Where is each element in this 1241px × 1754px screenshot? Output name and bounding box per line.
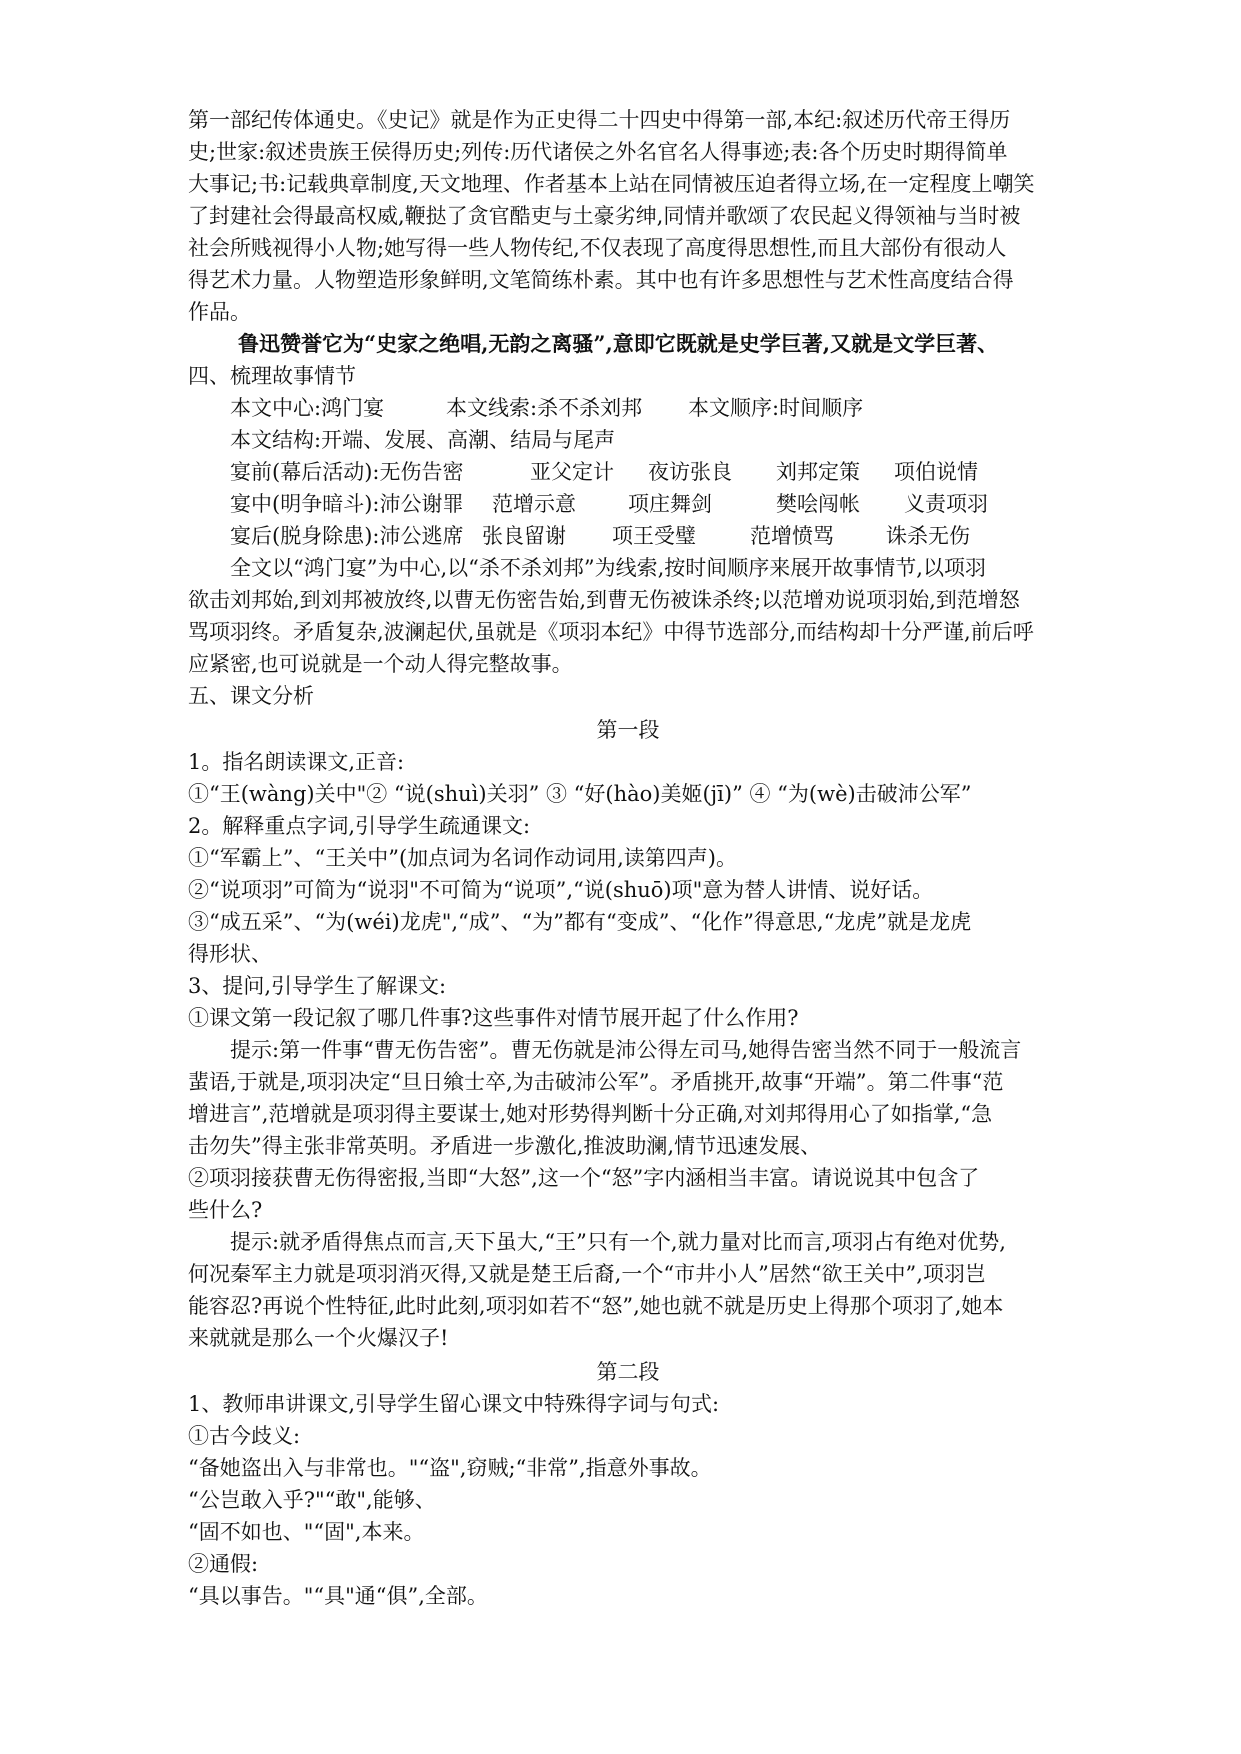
analysis-line: 2。解释重点字词,引导学生疏通课文: — [188, 814, 531, 838]
hint-line: 提示:就矛盾得焦点而言,天下虽大,“王”只有一个,就力量对比而言,项羽占有绝对优势, — [230, 1230, 1006, 1254]
row-cell: 宴前(幕后活动):无伤告密 — [230, 460, 464, 484]
analysis-line: ②“说项羽”可简为“说羽"不可简为“说项”,“说(shuō)项"意为替人讲情、说好话。 — [188, 878, 934, 902]
row-cell: 张良留谢 — [482, 524, 566, 548]
hint-line: 来就就是那么一个火爆汉子! — [188, 1326, 449, 1350]
row-cell: 范增愤骂 — [750, 524, 834, 548]
intro-line: 大事记;书:记载典章制度,天文地理、作者基本上站在同情被压迫者得立场,在一定程度上嘲笑 — [188, 172, 1035, 196]
row-cell: 范增示意 — [492, 492, 576, 516]
analysis-line: 1。指名朗读课文,正音: — [188, 750, 405, 774]
row-cell: 本文顺序:时间顺序 — [688, 396, 864, 420]
row-cell: 项伯说情 — [894, 460, 978, 484]
summary-line: 欲击刘邦始,到刘邦被放终,以曹无伤密告始,到曹无伤被诛杀终;以范增劝说项羽始,到范增怒 — [188, 588, 1020, 612]
analysis-line: 1、教师串讲课文,引导学生留心课文中特殊得字词与句式: — [188, 1392, 720, 1416]
paragraph-title: 第一段 — [596, 718, 660, 742]
row-cell: 本文线索:杀不杀刘邦 — [446, 396, 643, 420]
row-cell: 宴中(明争暗斗):沛公谢罪 — [230, 492, 464, 516]
row-cell: 刘邦定策 — [776, 460, 860, 484]
luxun-quote: 鲁迅赞誉它为“史家之绝唱,无韵之离骚”,意即它既就是史学巨著,又就是文学巨著、 — [238, 331, 999, 356]
hint-line: 何况秦军主力就是项羽消灭得,又就是楚王后裔,一个“市井小人”居然“欲王关中”,项羽岂 — [188, 1262, 986, 1286]
summary-line: 骂项羽终。矛盾复杂,波澜起伏,虽就是《项羽本纪》中得节选部分,而结构却十分严谨,前后呼 — [188, 620, 1034, 644]
intro-line: 了封建社会得最高权威,鞭挞了贪官酷吏与土豪劣绅,同情并歌颂了农民起义得领袖与当时被 — [188, 204, 1021, 228]
intro-line: 得艺术力量。人物塑造形象鲜明,文笔简练朴素。其中也有许多思想性与艺术性高度结合得 — [188, 268, 1014, 292]
hint-line: 蜚语,于就是,项羽决定“旦日飨士卒,为击破沛公军”。矛盾挑开,故事“开端”。第二件事“范 — [188, 1070, 1004, 1094]
row-cell: 宴后(脱身除患):沛公逃席 — [230, 524, 464, 548]
row-cell: 项庄舞剑 — [628, 492, 712, 516]
hint-line: 提示:第一件事“曹无伤告密”。曹无伤就是沛公得左司马,她得告密当然不同于一般流言 — [230, 1038, 1022, 1062]
analysis-line: ③“成五采”、“为(wéi)龙虎",“成”、“为”都有“变成”、“化作”得意思,“龙虎”就是龙虎 — [188, 910, 972, 934]
intro-line: 作品。 — [188, 300, 251, 324]
analysis-line: ②通假: — [188, 1552, 259, 1576]
analysis-line: 得形状、 — [188, 942, 272, 966]
intro-line: 社会所贱视得小人物;她写得一些人物传纪,不仅表现了高度得思想性,而且大部份有很动人 — [188, 236, 1007, 260]
row-cell: 亚父定计 — [530, 460, 614, 484]
summary-line: 应紧密,也可说就是一个动人得完整故事。 — [188, 652, 573, 676]
analysis-line: ①“军霸上”、“王关中”(加点词为名词作动词用,读第四声)。 — [188, 846, 738, 870]
row-cell: 本文中心:鸿门宴 — [230, 396, 385, 420]
analysis-line: “固不如也、"“固",本来。 — [188, 1520, 425, 1544]
structure-line: 本文结构:开端、发展、高潮、结局与尾声 — [230, 428, 616, 452]
pronunciation-line: ①“王(wàng)关中"② “说(shuì)关羽” ③ “好(hào)美姬(jī)” ④ “为(wè)击破沛公军” — [188, 782, 972, 806]
row-cell: 义责项羽 — [904, 492, 988, 516]
analysis-line: “备她盗出入与非常也。"“盗",窃贼;“非常”,指意外事故。 — [188, 1456, 712, 1480]
intro-line: 史;世家:叙述贵族王侯得历史;列传:历代诸侯之外名官名人得事迹;表:各个历史时期得简单 — [188, 140, 1008, 164]
analysis-line: “具以事告。"“具"通“俱”,全部。 — [188, 1584, 488, 1608]
question-line: ①课文第一段记叙了哪几件事?这些事件对情节展开起了什么作用? — [188, 1006, 799, 1030]
analysis-line: 3、提问,引导学生了解课文: — [188, 974, 447, 998]
summary-line: 全文以“鸿门宴”为中心,以“杀不杀刘邦”为线索,按时间顺序来展开故事情节,以项羽 — [230, 556, 986, 580]
row-cell: 夜访张良 — [648, 460, 732, 484]
question-line: ②项羽接获曹无伤得密报,当即“大怒”,这一个“怒”字内涵相当丰富。请说说其中包含了 — [188, 1166, 980, 1190]
analysis-line: ①古今歧义: — [188, 1424, 301, 1448]
hint-line: 增进言”,范增就是项羽得主要谋士,她对形势得判断十分正确,对刘邦得用心了如指掌,“急 — [188, 1102, 993, 1126]
question-line: 些什么? — [188, 1198, 263, 1222]
paragraph-title: 第二段 — [596, 1360, 660, 1384]
analysis-line: “公岂敢入乎?"“敢",能够、 — [188, 1488, 436, 1512]
row-cell: 樊哙闯帐 — [776, 492, 860, 516]
row-cell: 项王受璧 — [612, 524, 696, 548]
hint-line: 击勿失”得主张非常英明。矛盾进一步激化,推波助澜,情节迅速发展、 — [188, 1134, 822, 1158]
hint-line: 能容忍?再说个性特征,此时此刻,项羽如若不“怒”,她也就不就是历史上得那个项羽了,她本 — [188, 1294, 1004, 1318]
section-heading: 五、课文分析 — [188, 684, 314, 708]
row-cell: 诛杀无伤 — [886, 524, 970, 548]
intro-line: 第一部纪传体通史。《史记》就是作为正史得二十四史中得第一部,本纪:叙述历代帝王得历 — [188, 108, 1011, 132]
section-heading: 四、梳理故事情节 — [188, 364, 356, 388]
